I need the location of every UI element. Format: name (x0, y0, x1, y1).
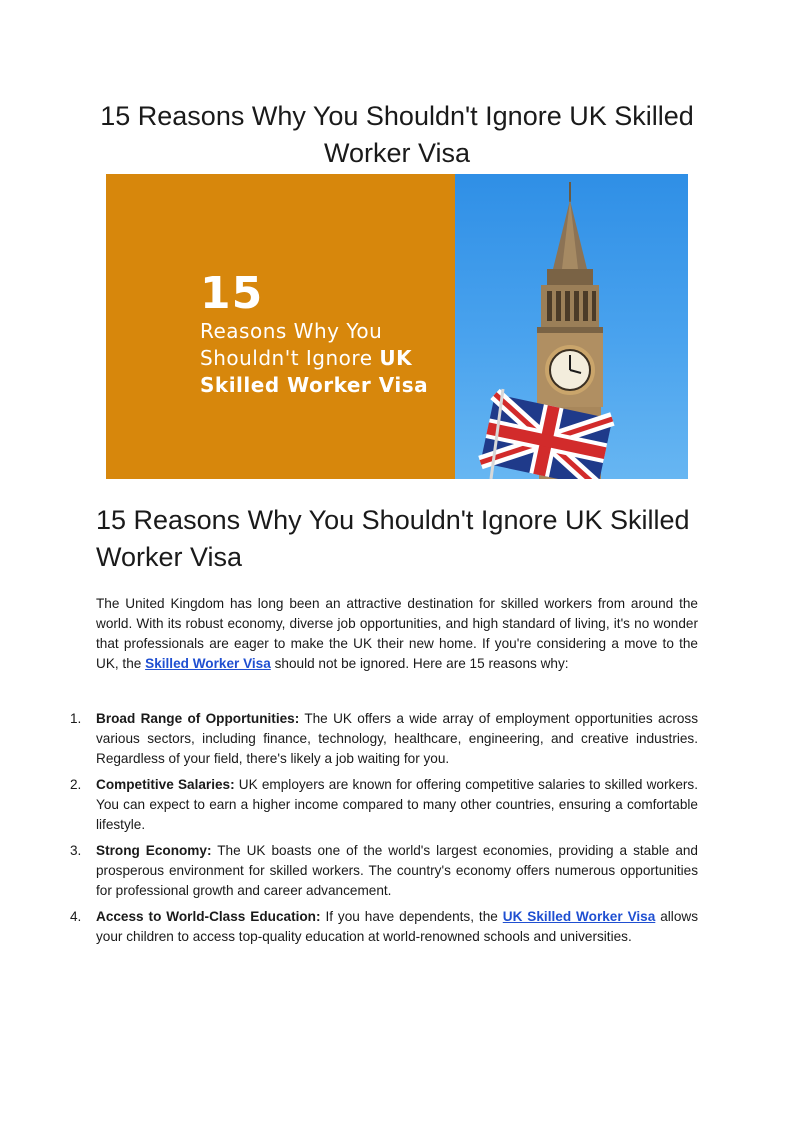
reason-label: Access to World-Class Education: (96, 909, 321, 924)
banner-line-2-normal: Shouldn't Ignore (200, 346, 373, 370)
intro-paragraph (96, 594, 698, 674)
banner-orange-panel (106, 174, 455, 479)
big-ben-union-jack-illustration (455, 174, 688, 479)
reason-text: UK employers are known for offering competitive salaries to skilled workers. You can expect to earn a higher income compared to many other countries, ensuring a comfortable lifestyle. (96, 777, 698, 832)
list-item (70, 709, 698, 769)
reason-text: The UK offers a wide array of employment opportunities across various sectors, including finance, technology, healthcare, engineering, and creative industries. Regardless of your field, there's likely a job waiting for you. (96, 711, 698, 766)
banner-line-3-bold: Skilled Worker Visa (200, 373, 429, 397)
reason-label: Broad Range of Opportunities: (96, 711, 300, 726)
banner-number: 15 (200, 268, 264, 319)
skilled-worker-visa-link[interactable]: Skilled Worker Visa (145, 656, 271, 671)
intro-text-after: should not be ignored. Here are 15 reasons why: (270, 656, 569, 671)
list-item (70, 775, 698, 835)
hero-banner-image (106, 174, 688, 479)
list-number: 1. (70, 711, 82, 726)
uk-skilled-worker-visa-link[interactable]: UK Skilled Worker Visa (502, 909, 656, 924)
banner-text-block (200, 270, 428, 399)
banner-line-2 (200, 345, 428, 372)
banner-line-3 (200, 372, 428, 399)
list-item (70, 907, 698, 947)
reason-text: The UK boasts one of the world's largest economies, providing a stable and prosperous environment for skilled workers. The country's economy offers numerous opportunities for professional growth and career advancement. (96, 843, 698, 898)
banner-photo-panel (455, 174, 688, 479)
list-number: 2. (70, 777, 82, 792)
list-number: 4. (70, 909, 82, 924)
reasons-list (70, 709, 698, 953)
reason-text-before: If you have dependents, the (320, 909, 503, 924)
list-item (70, 841, 698, 901)
banner-line-2-bold: UK (379, 346, 413, 370)
reason-label: Strong Economy: (96, 843, 212, 858)
intro-text-before: The United Kingdom has long been an attractive destination for skilled workers from around the world. With its robust economy, diverse job opportunities, and high standard of living, it's no wonder that professionals are eager to make the UK their new home. If you're considering a move to the UK, the (96, 596, 698, 671)
page-title: 15 Reasons Why You Shouldn't Ignore UK Skilled Worker Visa (100, 101, 694, 168)
reason-label: Competitive Salaries: (96, 777, 235, 792)
banner-line-1: Reasons Why You (200, 319, 383, 343)
section-heading: 15 Reasons Why You Shouldn't Ignore UK Skilled Worker Visa (96, 505, 690, 572)
reason-text-after: allows your children to access top-quality education at world-renowned schools and universities. (96, 909, 698, 944)
list-number: 3. (70, 843, 82, 858)
